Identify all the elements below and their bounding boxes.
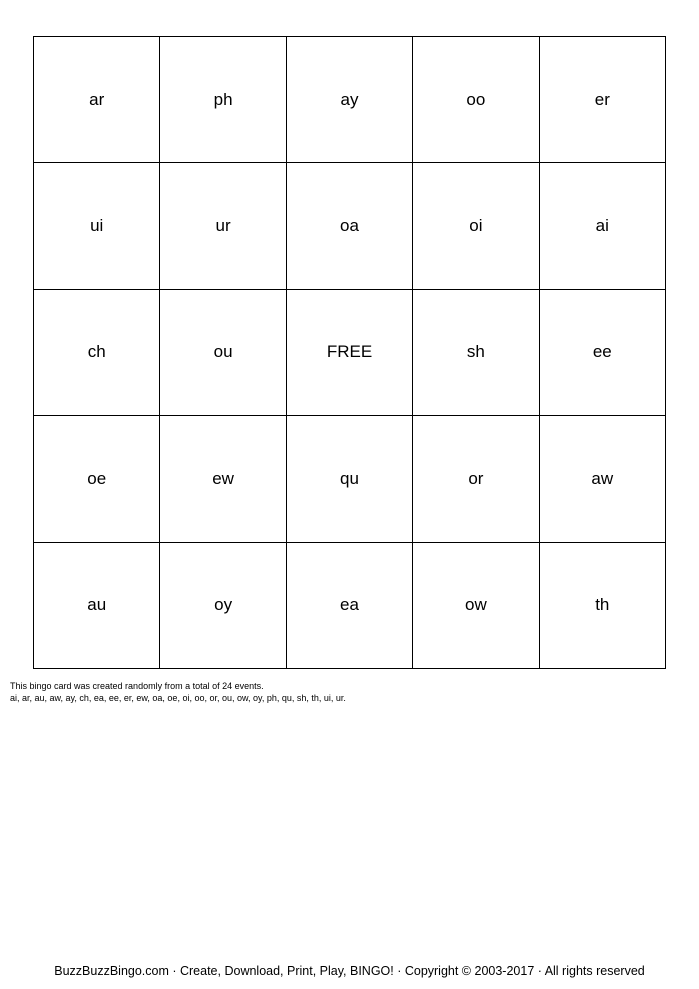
bingo-cell: ay: [287, 37, 413, 163]
bingo-cell: au: [34, 543, 160, 669]
bingo-cell: oa: [287, 163, 413, 289]
bingo-cell: ch: [34, 290, 160, 416]
bingo-cell: ai: [540, 163, 666, 289]
bingo-cell: FREE: [287, 290, 413, 416]
bingo-cell: ou: [160, 290, 286, 416]
bingo-cell: oo: [413, 37, 539, 163]
bingo-cell: sh: [413, 290, 539, 416]
bingo-cell: oi: [413, 163, 539, 289]
bingo-cell: th: [540, 543, 666, 669]
bingo-cell: ow: [413, 543, 539, 669]
footer-copyright: BuzzBuzzBingo.com · Create, Download, Print, Play, BINGO! · Copyright © 2003-2017 · All rights reserved: [54, 964, 645, 978]
bingo-cell: ew: [160, 416, 286, 542]
bingo-cell: er: [540, 37, 666, 163]
bingo-cell: qu: [287, 416, 413, 542]
bingo-cell: ui: [34, 163, 160, 289]
bingo-cell: ur: [160, 163, 286, 289]
bingo-cell: ea: [287, 543, 413, 669]
bingo-cell: or: [413, 416, 539, 542]
bingo-cell: aw: [540, 416, 666, 542]
info-event-list: ai, ar, au, aw, ay, ch, ea, ee, er, ew, oa, oe, oi, oo, or, ou, ow, oy, ph, qu, sh, th, ui, ur.: [10, 693, 346, 703]
bingo-card-grid: [33, 36, 666, 669]
bingo-cell: ph: [160, 37, 286, 163]
bingo-cell: ee: [540, 290, 666, 416]
bingo-cell: ar: [34, 37, 160, 163]
bingo-cell: oy: [160, 543, 286, 669]
bingo-cell: oe: [34, 416, 160, 542]
info-total-events: This bingo card was created randomly from a total of 24 events.: [10, 681, 264, 691]
card-info: [10, 680, 346, 704]
